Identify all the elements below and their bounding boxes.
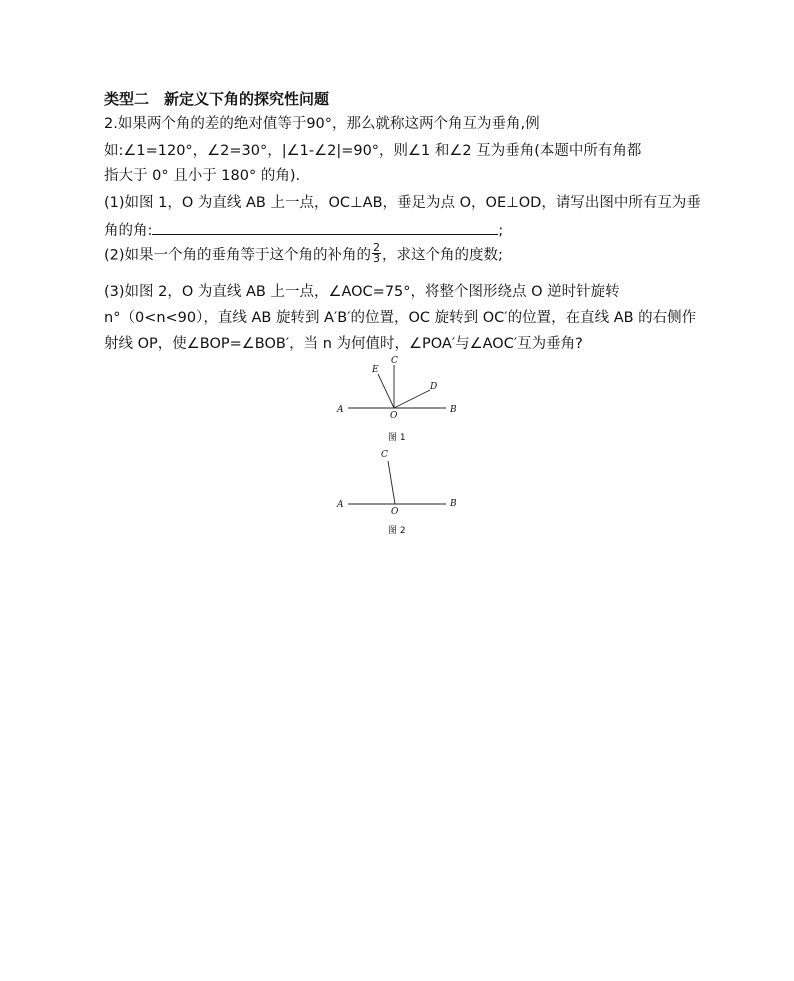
ray-oc xyxy=(388,461,395,504)
part2-text-b: ，求这个角的度数; xyxy=(382,247,503,264)
section-title: 类型二 新定义下角的探究性问题 xyxy=(104,90,330,108)
label-a: A xyxy=(337,405,344,415)
problem-intro-line-2: 如:∠1=120°，∠2=30°，|∠1-∠2|=90°，则∠1 和∠2 互为垂角(本题中所有角都 xyxy=(104,143,642,159)
fraction-numerator: 2 xyxy=(373,241,381,254)
label-b: B xyxy=(450,499,457,509)
problem-intro-line-1: 2.如果两个角的差的绝对值等于90°，那么就称这两个角互为垂角,例 xyxy=(104,116,540,132)
label-o: O xyxy=(390,411,398,421)
label-o: O xyxy=(391,507,399,517)
label-c: C xyxy=(391,356,398,366)
figure-1 xyxy=(334,352,462,444)
problem-intro-line-3: 指大于 0° 且小于 180° 的角). xyxy=(104,168,301,184)
label-a: A xyxy=(337,500,344,510)
part3-question-line-1: (3)如图 2，O 为直线 AB 上一点，∠AOC=75°，将整个图形绕点 O 逆时针旋转 xyxy=(104,284,620,300)
answer-blank[interactable] xyxy=(152,219,498,235)
part1-end: ; xyxy=(498,223,504,239)
part3-question-line-3: 射线 OP，使∠BOP=∠BOB′，当 n 为何值时，∠POA′与∠AOC′互为垂角? xyxy=(104,336,583,352)
label-e: E xyxy=(372,365,379,375)
label-d: D xyxy=(430,382,438,392)
ray-od xyxy=(394,390,430,408)
part2-question xyxy=(104,241,503,266)
figure-2 xyxy=(334,444,462,538)
part1-question-line-2 xyxy=(104,219,503,241)
label-c: C xyxy=(381,450,388,460)
fraction-denominator: 3 xyxy=(373,252,381,265)
figure-2-caption: 图 2 xyxy=(388,526,406,536)
fraction-two-thirds xyxy=(372,243,381,264)
part2-text-a: (2)如果一个角的垂角等于这个角的补角的 xyxy=(104,247,372,264)
part1-question-line-1: (1)如图 1，O 为直线 AB 上一点，OC⊥AB，垂足为点 O，OE⊥OD，请写出图中所有互为垂 xyxy=(104,195,701,211)
part3-question-line-2: n°（0<n<90），直线 AB 旋转到 A′B′的位置，OC 旋转到 OC′的位置，在直线 AB 的右侧作 xyxy=(104,310,697,326)
figure-1-caption: 图 1 xyxy=(388,433,406,443)
label-b: B xyxy=(450,405,457,415)
ray-oe xyxy=(378,374,394,408)
part1-prompt: 角的角: xyxy=(104,223,153,239)
